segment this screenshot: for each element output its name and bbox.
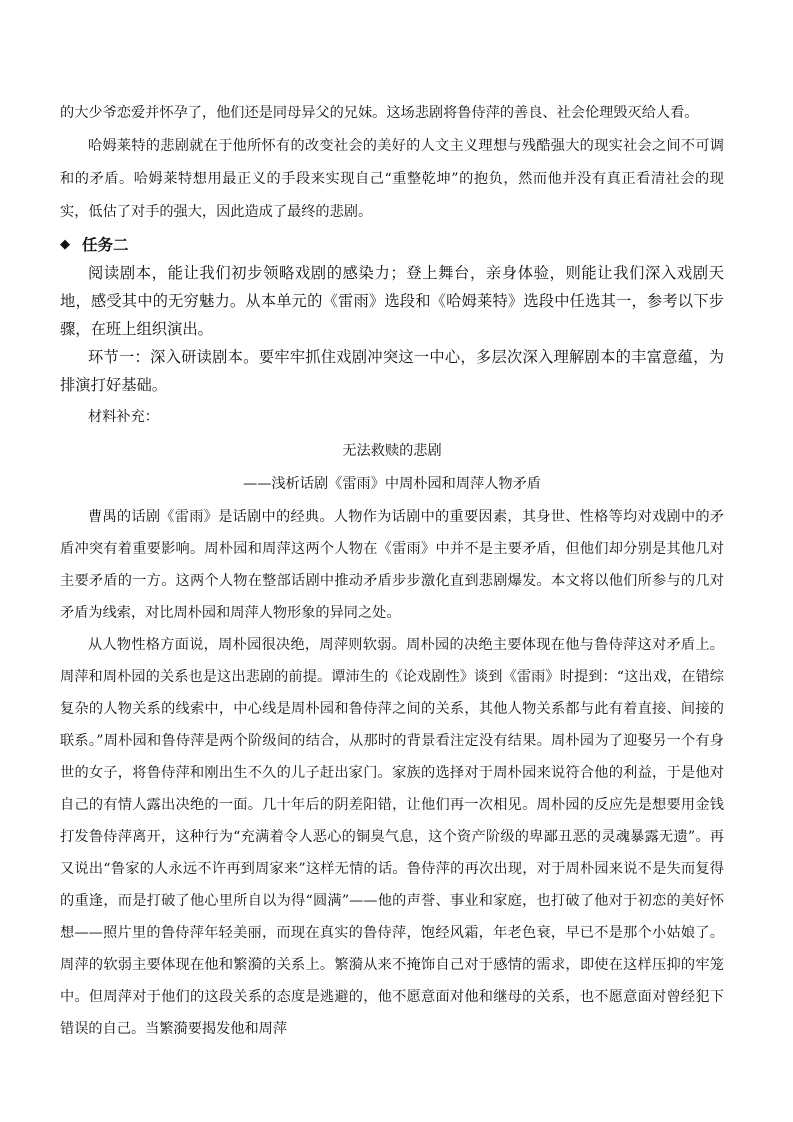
article-paragraph-intro: 曹禺的话剧《雷雨》是话剧中的经典。人物作为话剧中的重要因素，其身世、性格等均对戏剧中的矛盾冲突有着重要影响。周朴园和周萍这两个人物在《雷雨》中并不是主要矛盾，但他们却分别是其他几对主要矛盾的一方。这两个人物在整部话剧中推动矛盾步步激化直到悲剧爆发。本文将以他们所参与的几对矛盾为线索，对比周朴园和周萍人物形象的异同之处。 xyxy=(60,509,724,621)
article-subtitle: ——浅析话剧《雷雨》中周朴园和周萍人物矛盾 xyxy=(243,476,541,492)
paragraph-task-intro: 阅读剧本，能让我们初步领略戏剧的感染力；登上舞台，亲身体验，则能让我们深入戏剧天地，感受其中的无穷魅力。从本单元的《雷雨》选段和《哈姆莱特》选段中任选其一，参考以下步骤，在班上组织演出。 xyxy=(60,264,724,338)
diamond-bullet-icon: ◆ xyxy=(60,236,70,252)
supplement-label: 材料补充： xyxy=(88,409,159,425)
article-title: 无法救赎的悲剧 xyxy=(342,443,442,459)
document-content xyxy=(60,97,724,1045)
section-heading-text: 任务二 xyxy=(82,236,129,254)
paragraph-step-one: 环节一：深入研读剧本。要牢牢抓住戏剧冲突这一中心，多层次深入理解剧本的丰富意蕴，为排演打好基础。 xyxy=(60,348,724,394)
paragraph-continuation: 的大少爷恋爱并怀孕了，他们还是同母异父的兄妹。这场悲剧将鲁侍萍的善良、社会伦理毁灭给人看。 xyxy=(60,105,699,121)
paragraph-hamlet-tragedy: 哈姆莱特的悲剧就在于他所怀有的改变社会的美好的人文主义理想与残酷强大的现实社会之间不可调和的矛盾。哈姆莱特想用最正义的手段来实现自己“重整乾坤”的抱负，然而他并没有真正看清社会的现实，低估了对手的强大，因此造成了最终的悲剧。 xyxy=(60,138,724,220)
section-heading-task-two xyxy=(60,229,724,259)
article-paragraph-character: 从人物性格方面说，周朴园很决绝，周萍则软弱。周朴园的决绝主要体现在他与鲁侍萍这对矛盾上。周萍和周朴园的关系也是这出悲剧的前提。谭沛生的《论戏剧性》谈到《雷雨》时提到：“这出戏，在错综复杂的人物关系的线索中，中心线是周朴园和鲁侍萍之间的关系，其他人物关系都与此有着直接、间接的联系。”周朴园和鲁侍萍是两个阶级间的结合，从那时的背景看注定没有结果。周朴园为了迎娶另一个有身世的女子，将鲁侍萍和刚出生不久的儿子赶出家门。家族的选择对于周朴园来说符合他的利益，于是他对自己的有情人露出决绝的一面。几十年后的阴差阳错，让他们再一次相见。周朴园的反应先是想要用金钱打发鲁侍萍离开，这种行为“充满着令人恶心的铜臭气息，这个资产阶级的卑鄙丑恶的灵魂暴露无遗”。再又说出“鲁家的人永远不许再到周家来”这样无情的话。鲁侍萍的再次出现，对于周朴园来说不是失而复得的重逢，而是打破了他心里所自以为得“圆满”——他的声誉、事业和家庭，也打破了他对于初恋的美好怀想——照片里的鲁侍萍年轻美丽，而现在真实的鲁侍萍，饱经风霜，年老色衰，早已不是那个小姑娘了。周萍的软弱主要体现在他和繁漪的关系上。繁漪从来不掩饰自己对于感情的需求，即使在这样压抑的牢笼中。但周萍对于他们的这段关系的态度是逃避的，他不愿意面对他和继母的关系，也不愿意面对曾经犯下错误的自己。当繁漪要揭发他和周萍 xyxy=(60,637,724,1037)
